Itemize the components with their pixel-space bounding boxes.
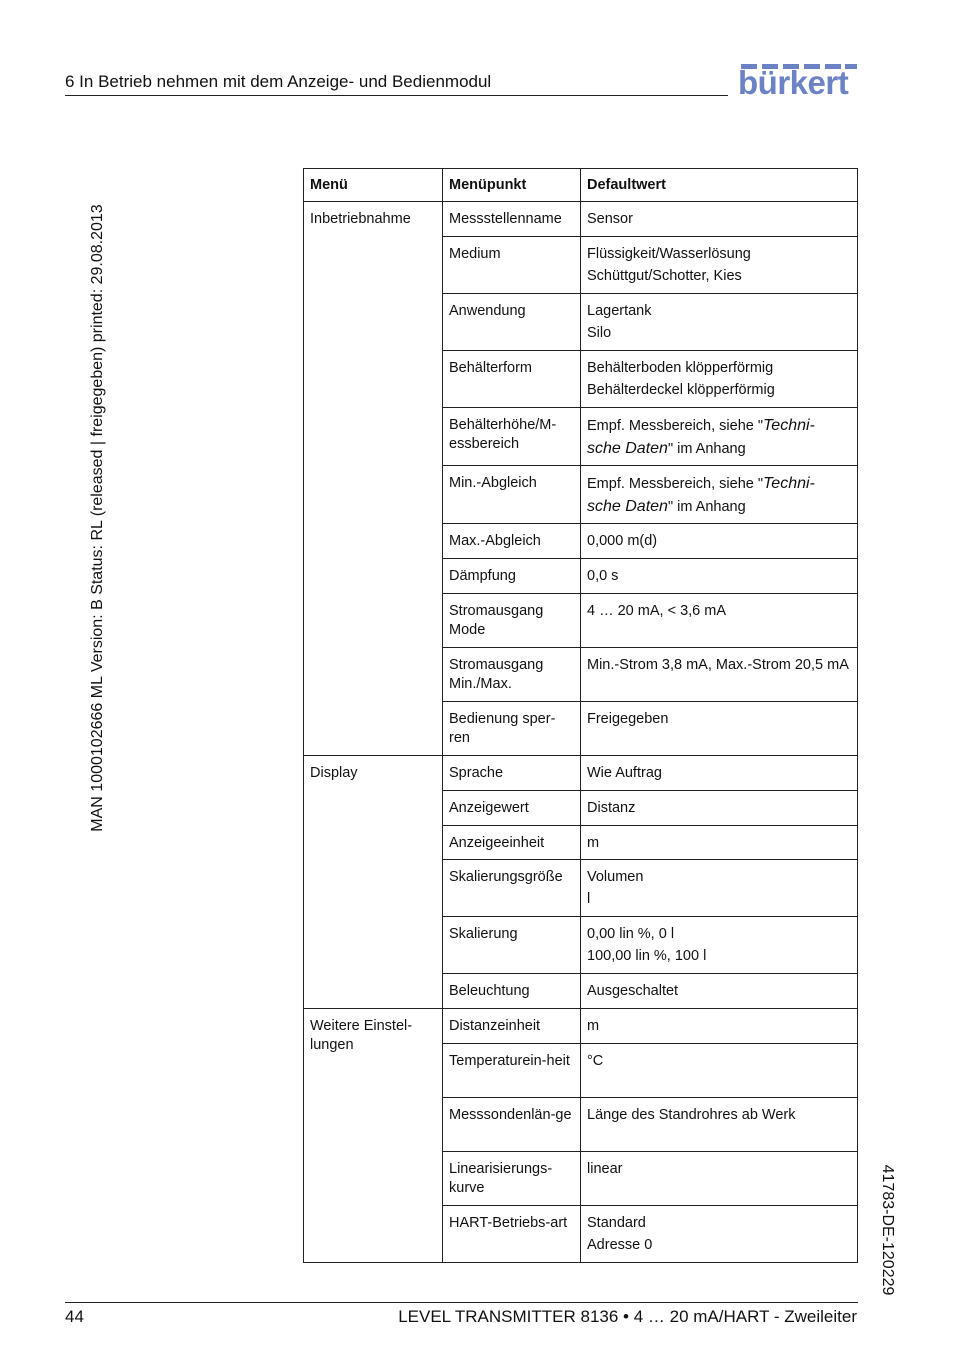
value-cell: m xyxy=(581,1009,858,1044)
value-cell: m xyxy=(581,826,858,860)
item-cell: HART-Betriebs-art xyxy=(443,1206,581,1263)
value-cell: Freigegeben xyxy=(581,702,858,756)
value-cell: Min.-Strom 3,8 mA, Max.-Strom 20,5 mA xyxy=(581,648,858,702)
item-cell: Messsondenlän-ge xyxy=(443,1098,581,1152)
item-cell: Stromausgang Min./Max. xyxy=(443,648,581,702)
item-cell: Temperaturein-heit xyxy=(443,1044,581,1098)
value-cell: Volumen l xyxy=(581,860,858,917)
item-cell: Min.-Abgleich xyxy=(443,466,581,524)
value-cell: 0,000 m(d) xyxy=(581,524,858,559)
item-cell: Bedienung sper-ren xyxy=(443,702,581,756)
item-cell: Sprache xyxy=(443,756,581,791)
menu-default-table xyxy=(303,168,858,1263)
table-row xyxy=(304,202,858,237)
value-cell: °C xyxy=(581,1044,858,1098)
value-cell: linear xyxy=(581,1152,858,1206)
item-cell: Distanzeinheit xyxy=(443,1009,581,1044)
footer-title: LEVEL TRANSMITTER 8136 • 4 … 20 mA/HART - Zweileiter xyxy=(398,1307,857,1326)
value-cell: Empf. Messbereich, siehe "Techni- sche Daten" im Anhang xyxy=(581,466,858,524)
value-cell: Wie Auftrag xyxy=(581,756,858,791)
page-number: 44 xyxy=(65,1307,84,1326)
logo-wordmark: bürkert xyxy=(738,64,849,101)
value-cell: Ausgeschaltet xyxy=(581,974,858,1009)
value-cell: 4 … 20 mA, < 3,6 mA xyxy=(581,594,858,648)
item-cell: Stromausgang Mode xyxy=(443,594,581,648)
value-cell: Lagertank Silo xyxy=(581,294,858,351)
item-cell: Dämpfung xyxy=(443,559,581,594)
menu-cell: Display xyxy=(304,756,443,1009)
table-header-row xyxy=(304,169,858,202)
item-cell: Anwendung xyxy=(443,294,581,351)
item-cell: Beleuchtung xyxy=(443,974,581,1009)
item-cell: Messstellenname xyxy=(443,202,581,237)
menu-cell: Weitere Einstel-lungen xyxy=(304,1009,443,1263)
footer-rule xyxy=(65,1302,858,1303)
menu-cell: Inbetriebnahme xyxy=(304,202,443,756)
value-cell: Empf. Messbereich, siehe "Techni- sche Daten" im Anhang xyxy=(581,408,858,466)
column-header-menu: Menü xyxy=(304,169,443,202)
item-cell: Behälterhöhe/M-essbereich xyxy=(443,408,581,466)
item-cell: Skalierung xyxy=(443,917,581,974)
value-cell: 0,0 s xyxy=(581,559,858,594)
item-cell: Linearisierungs-kurve xyxy=(443,1152,581,1206)
value-cell: Distanz xyxy=(581,791,858,826)
table-row xyxy=(304,1009,858,1044)
chapter-heading: 6 In Betrieb nehmen mit dem Anzeige- und Bedienmodul xyxy=(65,72,492,91)
item-cell: Max.-Abgleich xyxy=(443,524,581,559)
item-cell: Anzeigeeinheit xyxy=(443,826,581,860)
buerkert-logo xyxy=(738,64,858,100)
value-cell: Flüssigkeit/Wasserlösung Schüttgut/Schotter, Kies xyxy=(581,237,858,294)
header-rule xyxy=(65,95,728,96)
value-cell: 0,00 lin %, 0 l 100,00 lin %, 100 l xyxy=(581,917,858,974)
table-row xyxy=(304,756,858,791)
item-cell: Behälterform xyxy=(443,351,581,408)
column-header-menu-item: Menüpunkt xyxy=(443,169,581,202)
item-cell: Medium xyxy=(443,237,581,294)
item-cell: Skalierungsgröße xyxy=(443,860,581,917)
value-cell: Länge des Standrohres ab Werk xyxy=(581,1098,858,1152)
value-cell: Sensor xyxy=(581,202,858,237)
item-cell: Anzeigewert xyxy=(443,791,581,826)
value-cell: Behälterboden klöpperförmig Behälterdeckel klöpperförmig xyxy=(581,351,858,408)
column-header-default: Defaultwert xyxy=(581,169,858,202)
value-cell: Standard Adresse 0 xyxy=(581,1206,858,1263)
